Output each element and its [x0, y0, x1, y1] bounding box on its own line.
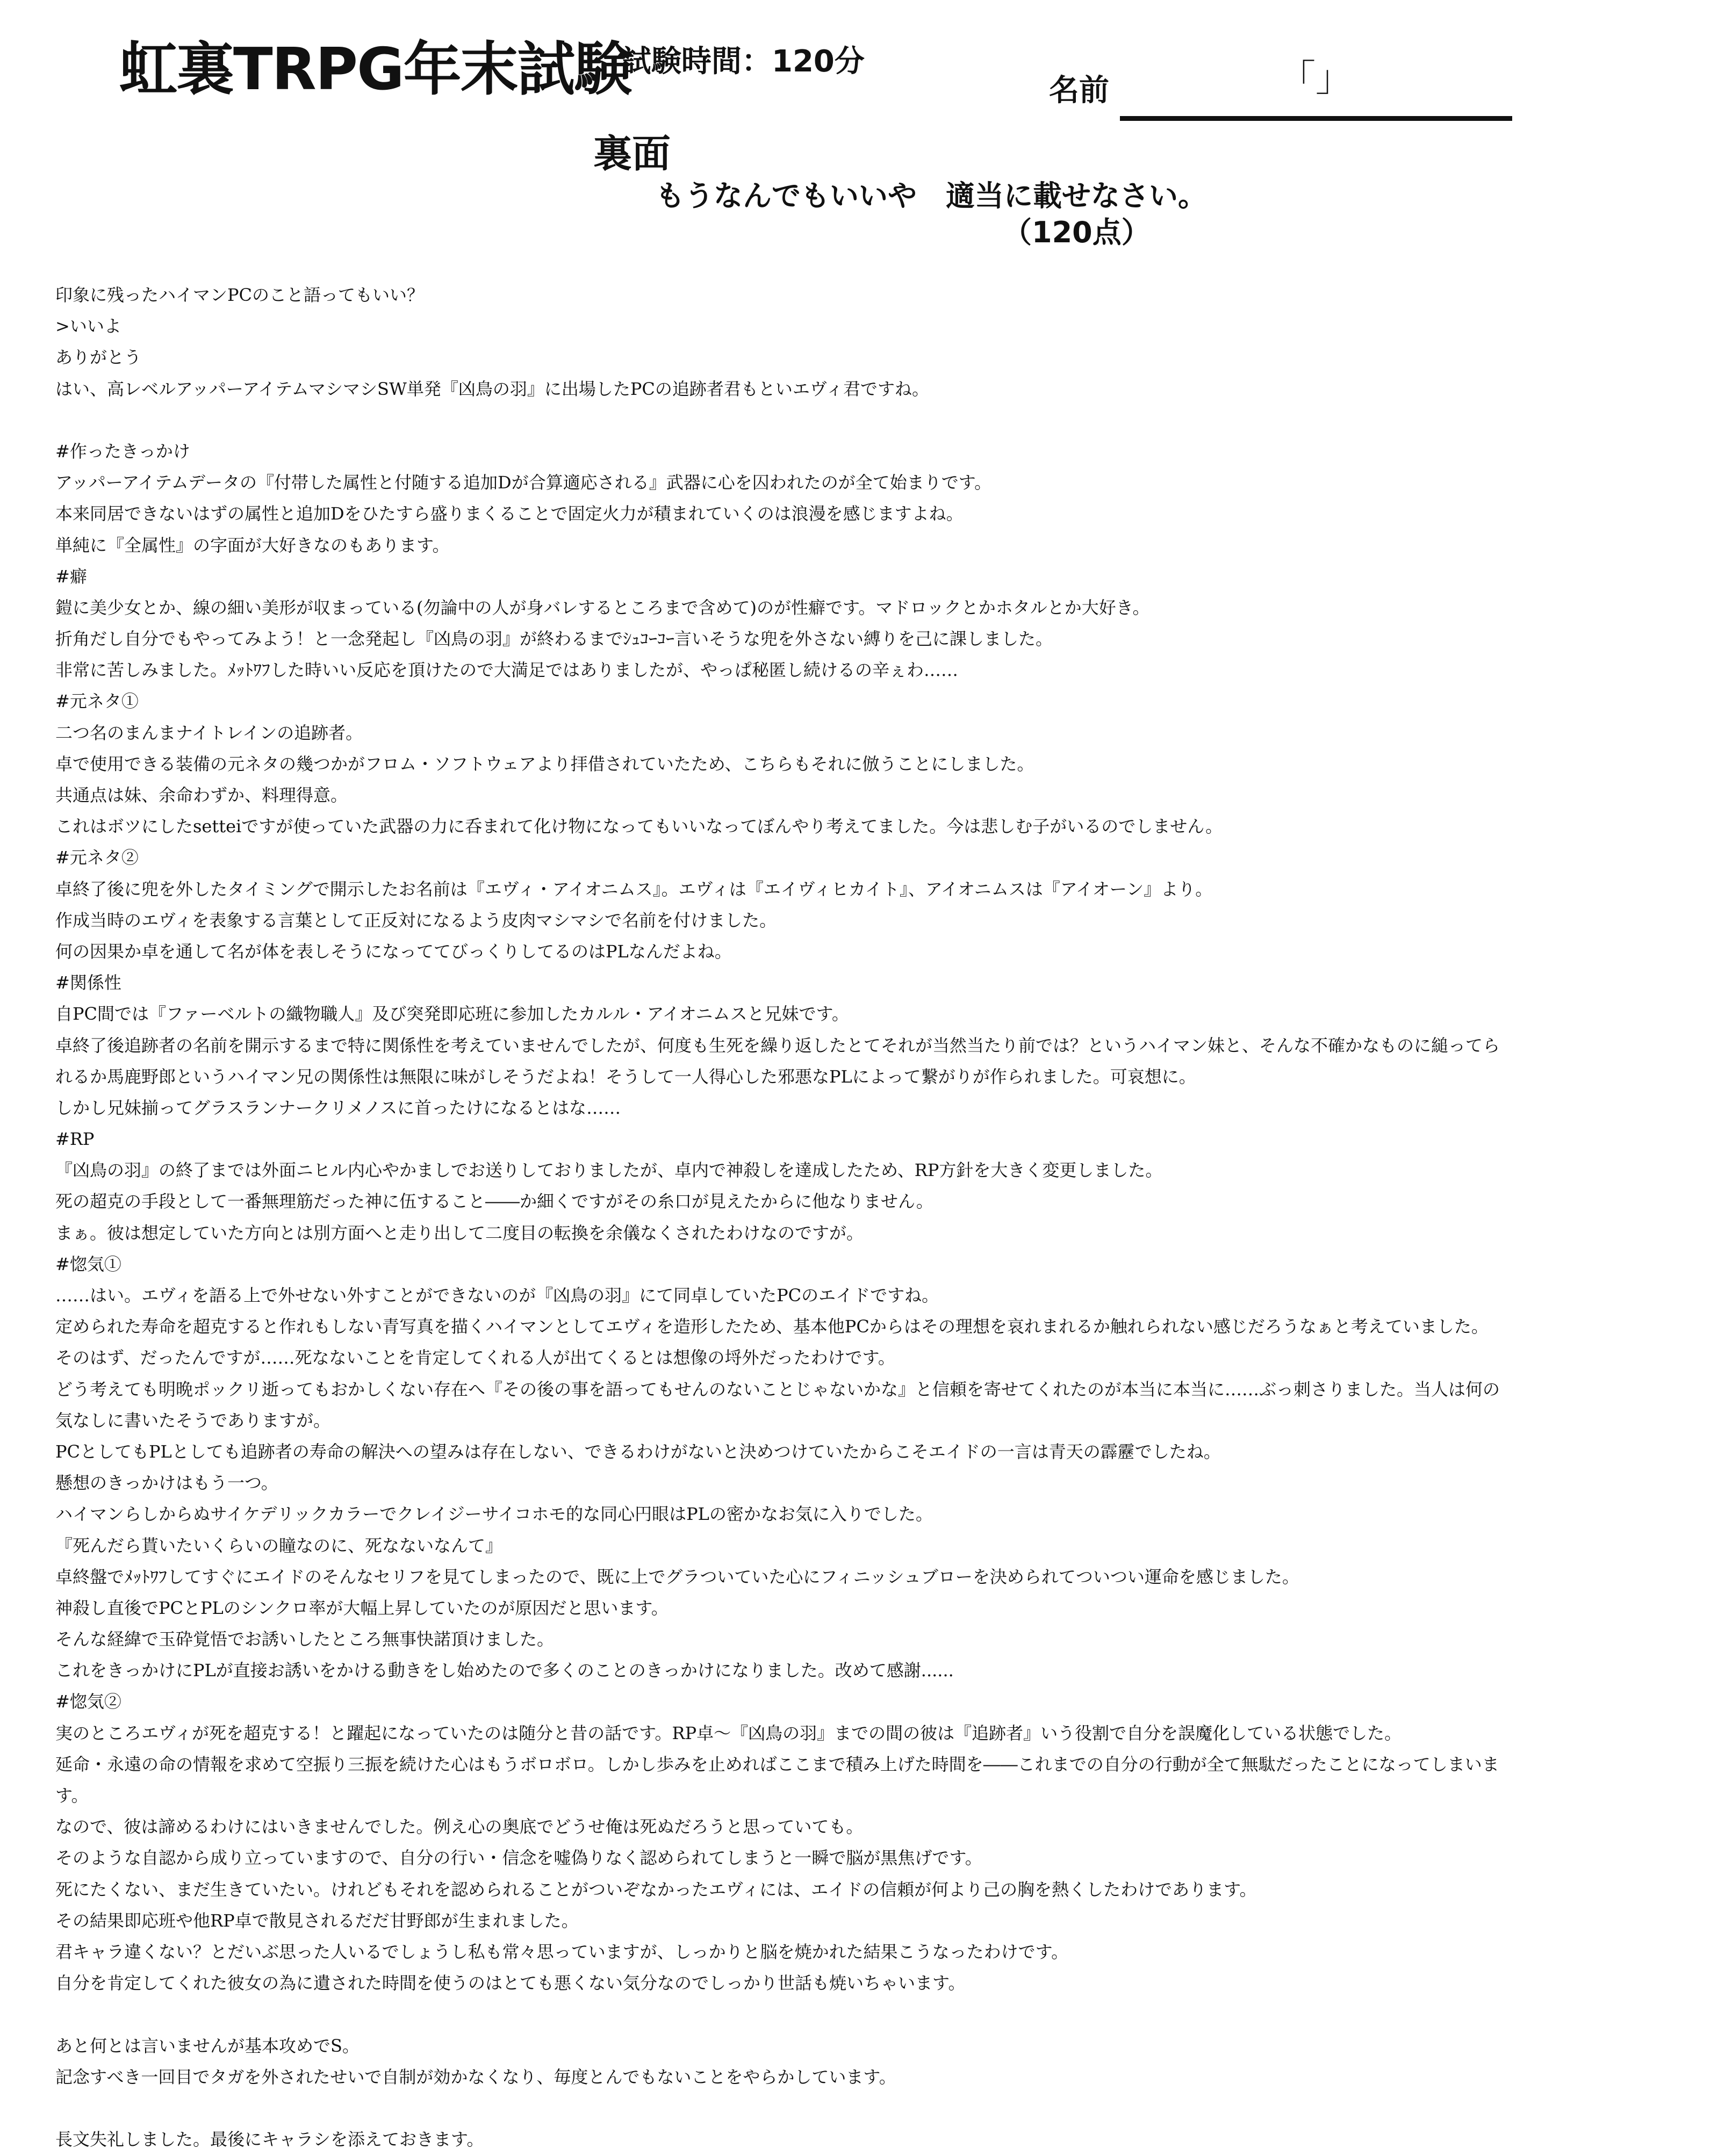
answer-line: #関係性 — [55, 972, 121, 993]
answer-line: 気なしに書いたそうでありますが。 — [55, 1410, 331, 1431]
answer-line: 単純に『全属性』の字面が大好きなのもあります。 — [55, 535, 450, 556]
answer-line: 死の超克の手段として一番無理筋だった神に伍すること――か細くですがその糸口が見えたからに他なりません。 — [55, 1191, 933, 1212]
answer-line: アッパーアイテムデータの『付帯した属性と付随する追加Dが合算適応される』武器に心を囚われたのが全て始まりです。 — [55, 472, 992, 493]
answer-line: あと何とは言いませんが基本攻めでS。 — [55, 2035, 360, 2056]
name-value: 「」 — [1279, 57, 1353, 100]
question-instruction: もうなんでもいいや 適当に載せなさい。 — [656, 179, 1207, 213]
answer-line: 二つ名のまんまナイトレインの追跡者。 — [55, 722, 363, 743]
answer-line: これをきっかけにPLが直接お誘いをかける動きをし始めたので多くのことのきっかけになりました。改めて感謝...... — [55, 1660, 954, 1681]
exam-time-label: 試験時間：120分 — [621, 44, 865, 79]
answer-line: す。 — [55, 1785, 89, 1806]
answer-line — [55, 405, 1657, 436]
answer-line: 本来同居できないはずの属性と追加Dをひたすら盛りまくることで固定火力が積まれていくのは浪漫を感じますよね。 — [55, 503, 964, 524]
answer-line: PCとしてもPLとしても追跡者の寿命の解決への望みは存在しない、できるわけがないと決めつけていたからこそエイドの一言は青天の霹靂でしたね。 — [55, 1441, 1221, 1462]
sheet-side-heading: 裏面 — [593, 131, 671, 176]
answer-line: 実のところエヴィが死を超克する！と躍起になっていたのは随分と昔の話です。RP卓〜『凶鳥の羽』までの間の彼は『追跡者』いう役割で自分を誤魔化している状態でした。 — [55, 1722, 1402, 1743]
answer-line: 印象に残ったハイマンPCのこと語ってもいい？ — [55, 285, 425, 305]
answer-line: ありがとう — [55, 347, 142, 368]
answer-body — [55, 279, 1657, 2155]
answer-line: 共通点は妹、余命わずか、料理得意。 — [55, 785, 348, 805]
answer-line: 何の因果か卓を通して名が体を表しそうになっててびっくりしてるのはPLなんだよね。 — [55, 941, 732, 962]
answer-line: 延命・永遠の命の情報を求めて空振り三振を続けた心はもうボロボロ。しかし歩みを止めればここまで積み上げた時間を――これまでの自分の行動が全て無駄だったことになってしまいま — [55, 1754, 1499, 1775]
answer-line: #作ったきっかけ — [55, 441, 190, 462]
exam-title: 虹裏TRPG年末試験 — [119, 36, 631, 103]
answer-line: そのはず、だったんですが……死なないことを肯定してくれる人が出てくるとは想像の埒外だったわけです。 — [55, 1347, 895, 1368]
answer-line: 神殺し直後でPCとPLのシンクロ率が大幅上昇していたのが原因だと思います。 — [55, 1597, 669, 1618]
answer-line: #RP — [55, 1129, 95, 1150]
answer-line: なので、彼は諦めるわけにはいきませんでした。例え心の奥底でどうせ俺は死ぬだろうと思っていても。 — [55, 1816, 864, 1837]
answer-line: 卓で使用できる装備の元ネタの幾つかがフロム・ソフトウェアより拝借されていたため、こちらもそれに倣うことにしました。 — [55, 753, 1034, 774]
answer-line: 卓終了後追跡者の名前を開示するまで特に関係性を考えていませんでしたが、何度も生死を繰り返したとてそれが当然当たり前では？というハイマン妹と、そんな不確かなものに縋ってら — [55, 1035, 1500, 1056]
answer-line: ハイマンらしからぬサイケデリックカラーでクレイジーサイコホモ的な同心円眼はPLの密かなお気に入りでした。 — [55, 1504, 933, 1525]
answer-line: 卓終盤でﾒｯﾄﾜﾌしてすぐにエイドのそんなセリフを見てしまったので、既に上でグラついていた心にフィニッシュブローを決められてついつい運命を感じました。 — [55, 1566, 1299, 1587]
answer-line: #元ネタ① — [55, 691, 139, 712]
answer-line — [55, 2093, 1657, 2124]
answer-line: 作成当時のエヴィを表象する言葉として正反対になるよう皮肉マシマシで名前を付けました。 — [55, 910, 777, 931]
answer-line: まぁ。彼は想定していた方向とは別方面へと走り出して二度目の転換を余儀なくされたわけなのですが。 — [55, 1222, 864, 1243]
question-points: （120点） — [1003, 215, 1151, 249]
answer-line: そのような自認から成り立っていますので、自分の行い・信念を嘘偽りなく認められてしまうと一瞬で脳が黒焦げです。 — [55, 1848, 982, 1869]
answer-line: 卓終了後に兜を外したタイミングで開示したお名前は『エヴィ・アイオニムス』。エヴィは『エイヴィヒカイト』、アイオニムスは『アイオーン』より。 — [55, 878, 1213, 899]
answer-line: #元ネタ② — [55, 847, 139, 868]
answer-line: >いいよ — [55, 316, 121, 337]
answer-line: れるか馬鹿野郎というハイマン兄の関係性は無限に味がしそうだよね！そうして一人得心した邪悪なPLによって繋がりが作られました。可哀想に。 — [55, 1066, 1196, 1087]
answer-line: 長文失礼しました。最後にキャラシを添えておきます。 — [55, 2129, 484, 2150]
answer-line: 自PC間では『ファーベルトの織物職人』及び突発即応班に参加したカルル・アイオニムスと兄妹です。 — [55, 1004, 849, 1025]
answer-line: 『死んだら貰いたいくらいの瞳なのに、死なないなんて』 — [55, 1535, 503, 1556]
answer-line: 懸想のきっかけはもう一つ。 — [55, 1473, 278, 1494]
answer-line: 君キャラ違くない？とだいぶ思った人いるでしょうし私も常々思っていますが、しっかりと脳を焼かれた結果こうなったわけです。 — [55, 1941, 1069, 1962]
answer-line: はい、高レベルアッパーアイテムマシマシSW単発『凶鳥の羽』に出場したPCの追跡者君もといエヴィ君ですね。 — [55, 378, 929, 399]
answer-line: 非常に苦しみました。ﾒｯﾄﾜﾌした時いい反応を頂けたので大満足ではありましたが、やっぱ秘匿し続けるの辛ぇわ…… — [55, 660, 959, 681]
name-label: 名前 — [1049, 73, 1109, 108]
answer-line: 死にたくない、まだ生きていたい。けれどもそれを認められることがついぞなかったエヴィには、エイドの信頼が何より己の胸を熱くしたわけであります。 — [55, 1879, 1257, 1900]
name-underline — [1120, 116, 1512, 121]
answer-line: #惚気② — [55, 1691, 121, 1712]
answer-line: #惚気① — [55, 1253, 121, 1274]
answer-line: これはボツにしたsetteiですが使っていた武器の力に呑まれて化け物になってもいいなってぼんやり考えてました。今は悲しむ子がいるのでしません。 — [55, 816, 1223, 837]
answer-line: 鎧に美少女とか、線の細い美形が収まっている(勿論中の人が身バレするところまで含めて)のが性癖です。マドロックとかホタルとか大好き。 — [55, 597, 1150, 618]
answer-line: 『凶鳥の羽』の終了までは外面ニヒル内心やかましでお送りしておりましたが、卓内で神殺しを達成したため、RP方針を大きく変更しました。 — [55, 1160, 1163, 1181]
answer-line: ……はい。エヴィを語る上で外せない外すことができないのが『凶鳥の羽』にて同卓していたPCのエイドですね。 — [55, 1285, 939, 1306]
answer-line: しかし兄妹揃ってグラスランナークリメノスに首ったけになるとはな…… — [55, 1097, 621, 1118]
answer-line: #癖 — [55, 566, 87, 587]
answer-line — [55, 1999, 1657, 2030]
answer-line: そんな経緯で玉砕覚悟でお誘いしたところ無事快諾頂けました。 — [55, 1629, 555, 1650]
answer-line: 定められた寿命を超克すると作れもしない青写真を描くハイマンとしてエヴィを造形したため、基本他PCからはその理想を哀れまれるか触れられない感じだろうなぁと考えていました。 — [55, 1316, 1489, 1337]
answer-line: その結果即応班や他RP卓で散見されるだだ甘野郎が生まれました。 — [55, 1910, 579, 1931]
answer-line: 記念すべき一回目でタガを外されたせいで自制が効かなくなり、毎度とんでもないことをやらかしています。 — [55, 2066, 896, 2087]
answer-line: 自分を肯定してくれた彼女の為に遺された時間を使うのはとても悪くない気分なのでしっかり世話も焼いちゃいます。 — [55, 1973, 966, 1994]
answer-line: どう考えても明晩ポックリ逝ってもおかしくない存在へ『その後の事を語ってもせんのないことじゃないかな』と信頼を寄せてくれたのが本当に本当に……ぶっ刺さりました。当人は何の — [55, 1379, 1500, 1400]
answer-line: 折角だし自分でもやってみよう！と一念発起し『凶鳥の羽』が終わるまでｼｭｺｰｺｰ言いそうな兜を外さない縛りを己に課しました。 — [55, 629, 1053, 650]
